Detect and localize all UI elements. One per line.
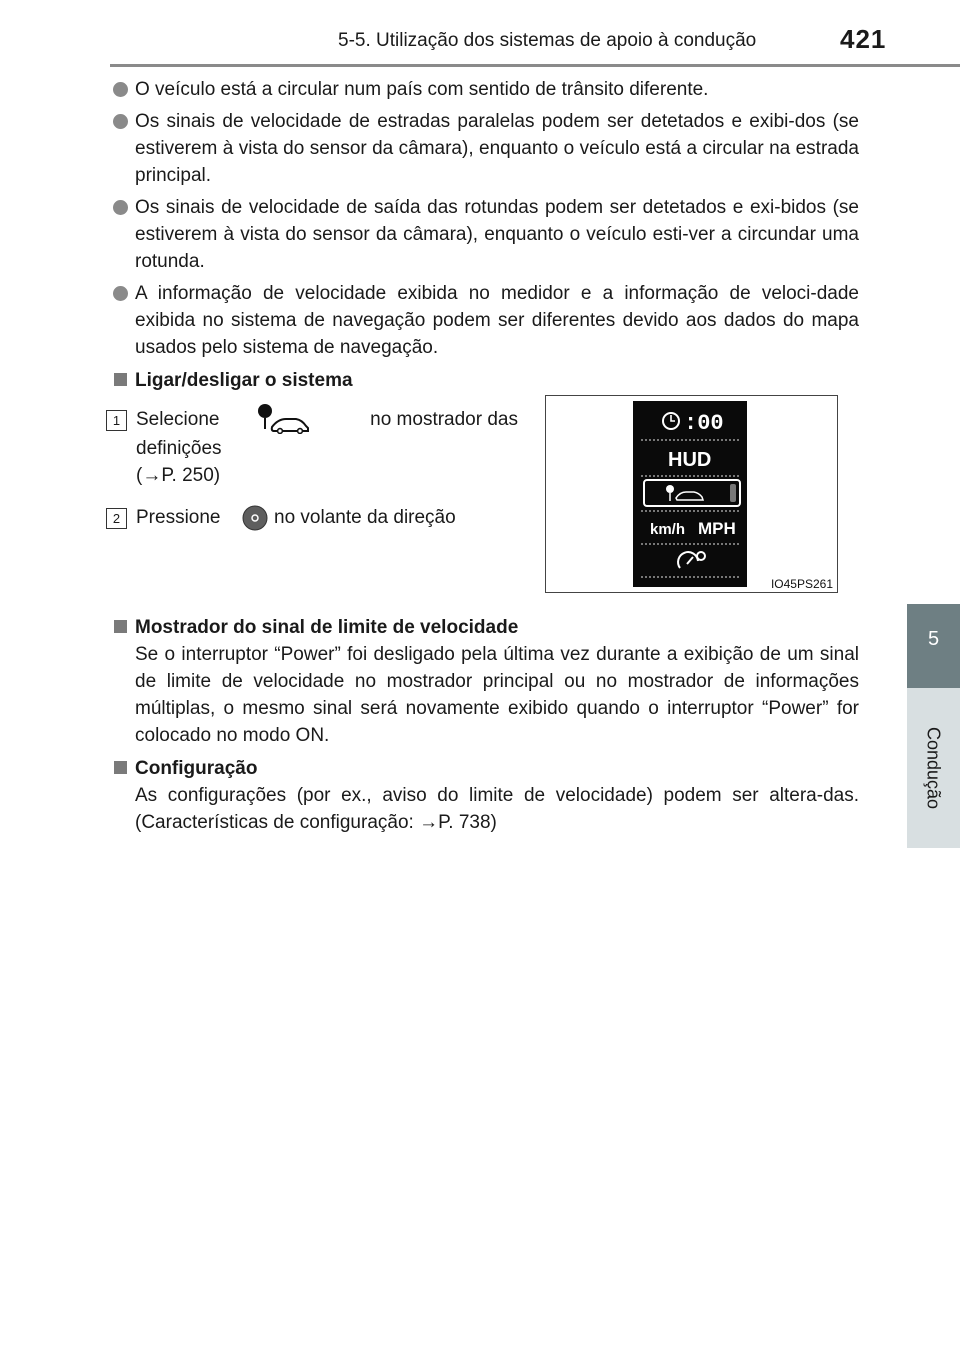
bullet-dot-icon — [113, 82, 128, 97]
bullet-text: O veículo está a circular num país com sentido de trânsito diferente. — [135, 79, 709, 100]
chapter-tab-label[interactable] — [907, 688, 960, 848]
multi-info-display-illustration — [546, 396, 837, 592]
bullet-dot-icon — [113, 200, 128, 215]
page-header — [0, 0, 960, 70]
section-title: 5-5. Utilização dos sistemas de apoio à condução — [338, 30, 757, 51]
section-heading-text: Ligar/desligar o sistema — [135, 370, 353, 391]
step-1 — [136, 406, 518, 489]
chapter-tab-number[interactable]: 5 — [907, 604, 960, 688]
figure-id-label: IO45PS261 — [770, 577, 833, 591]
section-heading-onoff — [113, 367, 859, 394]
step-2-text-a: Pressione — [136, 507, 221, 528]
settings-display-figure — [545, 395, 838, 593]
bullet-item — [113, 280, 859, 361]
step-2 — [136, 504, 221, 531]
bullet-text: Os sinais de velocidade de estradas paralelas podem ser detetados e exibi-dos (se estiverem à vista do sensor da câmara), enquanto o veículo está a circular na estrada principal. — [135, 111, 859, 186]
section-display-text: Se o interruptor “Power” foi desligado pela última vez durante a exibição de um sinal de limite de velocidade no mostrador principal ou no mostrador de informações múltiplas, o mesmo sinal será novamente exibido quando o interruptor “Power” for colocado no modo ON. — [135, 644, 859, 746]
section-heading-display — [113, 614, 859, 641]
bullet-item — [113, 108, 859, 189]
clock-readout: :00 — [684, 411, 724, 436]
bullet-dot-icon — [113, 286, 128, 301]
step-number-2: 2 — [106, 508, 127, 529]
section-square-icon — [114, 761, 127, 774]
step-1-text-a: Selecione — [136, 409, 220, 430]
steering-switch-icon — [242, 505, 268, 531]
step-2-text-b: no volante da direção — [274, 507, 456, 528]
step-1-text-c: definições — [136, 438, 222, 459]
section-square-icon — [114, 620, 127, 633]
bullet-dot-icon — [113, 114, 128, 129]
step-number-1: 1 — [106, 410, 127, 431]
chapter-tab-text: Condução — [923, 726, 944, 810]
header-divider — [110, 64, 960, 67]
speed-limit-car-icon — [252, 402, 310, 434]
bullet-item — [113, 194, 859, 275]
units-kmh: km/h — [650, 521, 686, 538]
bullet-item — [113, 76, 859, 103]
page-number: 421 — [840, 24, 887, 54]
bullet-text: A informação de velocidade exibida no medidor e a informação de veloci-dade exibida no sistema de navegação podem ser diferentes devido aos dados do mapa usados pelo sistema de navegação. — [135, 283, 859, 358]
section-heading-text: Configuração — [135, 758, 258, 779]
main-content — [113, 76, 859, 394]
section-heading-config — [113, 755, 859, 782]
section-square-icon — [114, 373, 127, 386]
step-2-text-b-wrap — [274, 504, 456, 531]
section-config-text: As configurações (por ex., aviso do limite de velocidade) podem ser altera-das. (Características de configuração: →P. 738) — [135, 785, 859, 833]
lower-content — [113, 610, 859, 842]
section-heading-text: Mostrador do sinal de limite de velocidade — [135, 617, 519, 638]
units-mph: MPH — [698, 519, 736, 538]
hud-label: HUD — [668, 449, 712, 471]
step-1-page-ref[interactable]: (→P. 250) — [136, 465, 221, 486]
step-1-text-b: no mostrador das — [370, 409, 518, 430]
bullet-text: Os sinais de velocidade de saída das rotundas podem ser detetados e exi-bidos (se estiverem à vista do sensor da câmara), enquanto o veículo esti-ver a circundar uma rotunda. — [135, 197, 859, 272]
